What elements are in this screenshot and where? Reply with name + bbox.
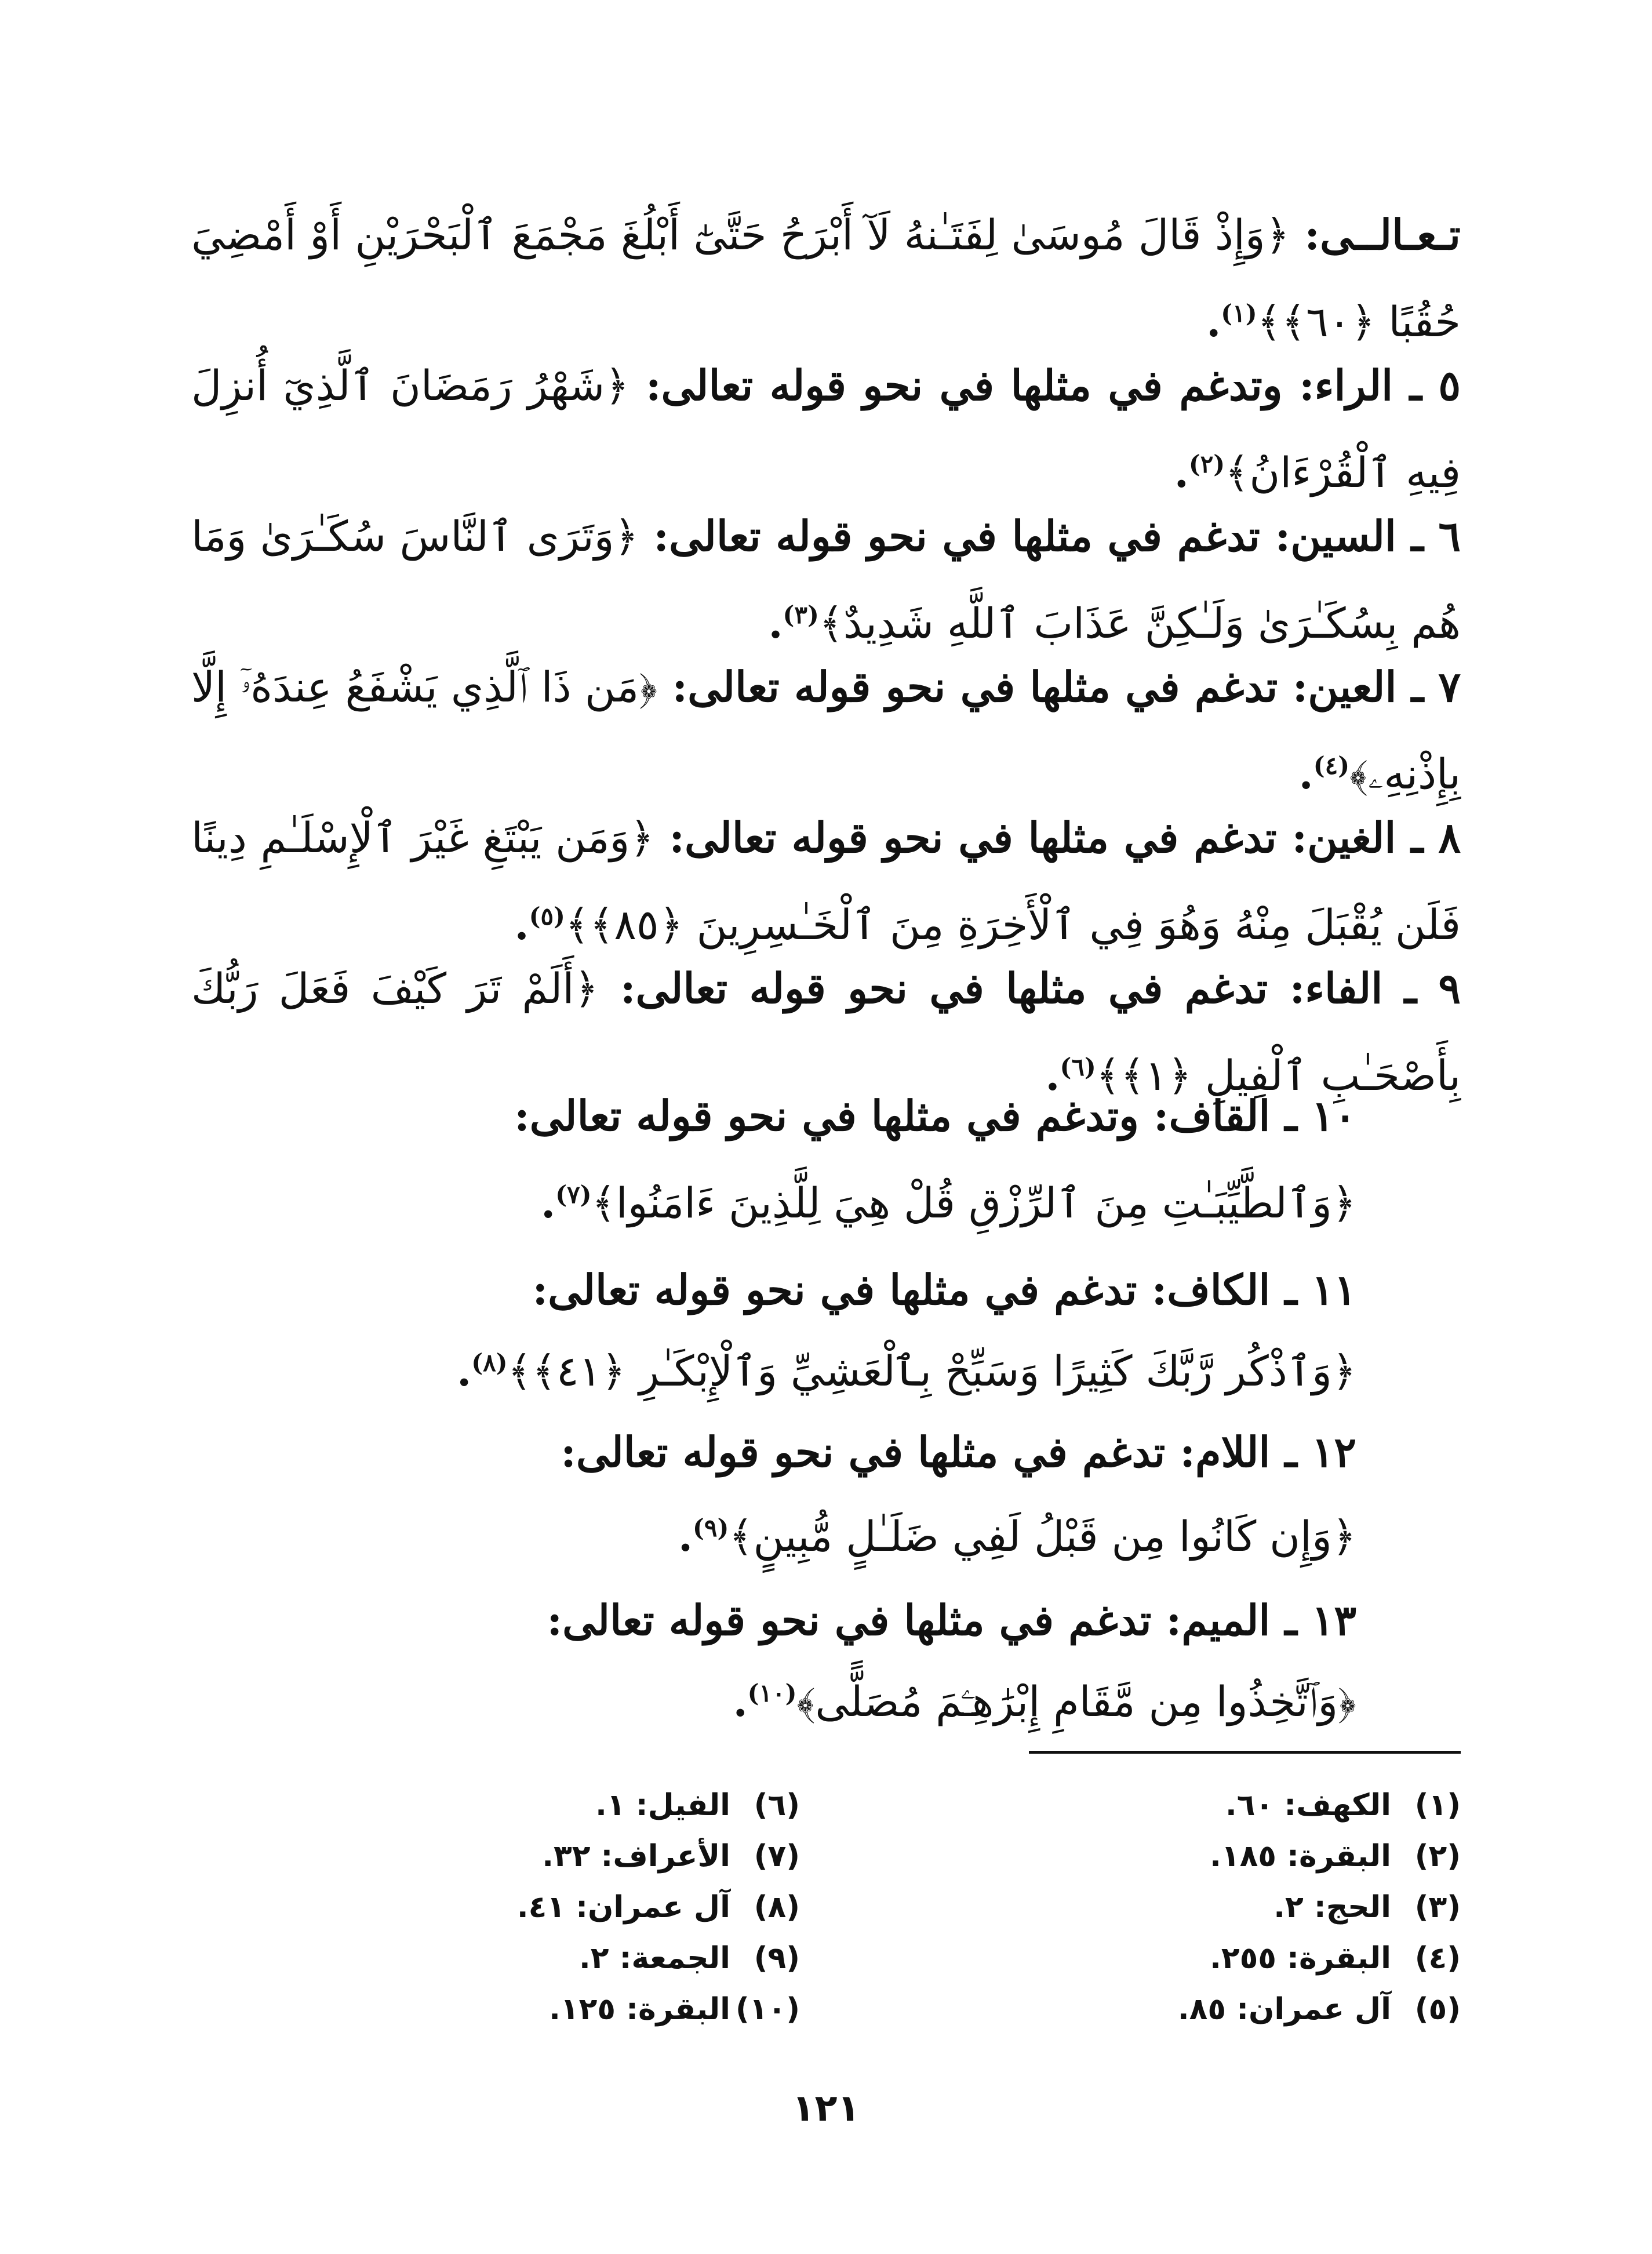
quran-verse: ﴿وَإِن كَانُوا مِن قَبْلُ لَفِي ضَلَـٰلٍ مُّبِينٍ﴾ [729,1512,1356,1561]
paragraph-label: ١٢ ـ اللام: تدغم في مثلها في نحو قوله تعالى: [561,1427,1356,1477]
page-number: ١٢١ [792,2087,860,2130]
paragraph-ghain: ٨ ـ الغين: تدغم في مثلها في نحو قوله تعالى: ﴿وَمَن يَبْتَغِ غَيْرَ ٱلْإِسْلَـٰمِ دِينًا فَلَن يُقْبَلَ مِنْهُ وَهُوَ فِي ٱلْأَخِرَةِ مِنَ ٱلْخَـٰسِرِينَ ﴿٨٥﴾﴾$^{(٥)}$. [191,813,1461,949]
footnote-number: (١) [1414,1788,1461,1823]
paragraph-ain: ٧ ـ العين: تدغم في مثلها في نحو قوله تعالى: ﴿مَن ذَا ٱلَّذِي يَشْفَعُ عِندَهُۥٓ إِلَّا بِإِذْنِهِۦ﴾$^{(٤)}$. [191,662,1461,798]
footnote-ref: (٩) [693,1514,729,1542]
paragraph-mim: ١٣ ـ الميم: تدغم في مثلها في نحو قوله تعالى: ﴿وَٱتَّخِذُوا مِن مَّقَامِ إِبْرَٰهِـۧمَ مُصَلًّى﴾$^{(١٠)}$. [191,1577,1356,1739]
quran-verse: ﴿وَٱلطَّيِّبَـٰتِ مِنَ ٱلرِّزْقِ قُلْ هِيَ لِلَّذِينَ ءَامَنُوا﴾ [591,1179,1356,1227]
quran-verse: ﴿وَتَرَى ٱلنَّاسَ سُكَـٰرَىٰ وَمَا هُم بِسُكَـٰرَىٰ وَلَـٰكِنَّ عَذَابَ ٱللَّهِ شَدِيدٌ﴾ [191,512,1461,648]
footnote-number: (٣) [1414,1890,1461,1925]
footnote-text: الجمعة: ٢. [579,1941,730,1976]
paragraph-lam: ١٢ ـ اللام: تدغم في مثلها في نحو قوله تعالى: ﴿وَإِن كَانُوا مِن قَبْلُ لَفِي ضَلَـٰلٍ مُّبِينٍ﴾$^{(٩)}$. [191,1409,1356,1577]
footnote-ref: (٢) [1188,450,1225,478]
paragraph-sin: ٦ ـ السين: تدغم في مثلها في نحو قوله تعالى: ﴿وَتَرَى ٱلنَّاسَ سُكَـٰرَىٰ وَمَا هُم بِسُكَـٰرَىٰ وَلَـٰكِنَّ عَذَابَ ٱللَّهِ شَدِيدٌ﴾$^{(٣)}$. [191,511,1461,648]
footnote-number: (٤) [1414,1941,1461,1976]
paragraph-label: ١١ ـ الكاف: تدغم في مثلها في نحو قوله تعالى: [532,1265,1356,1314]
footnote-item [220,1933,800,1984]
paragraph-label: ٧ ـ العين: تدغم في مثلها في نحو قوله تعالى: [672,662,1461,711]
quran-verse: ﴿مَن ذَا ٱلَّذِي يَشْفَعُ عِندَهُۥٓ إِلَّا بِإِذْنِهِۦ﴾ [191,663,1461,798]
paragraph-4-continuation: تـعـالــى: ﴿وَإِذْ قَالَ مُوسَىٰ لِفَتَـٰنهُ لَآ أَبْرَحُ حَتَّىٰٓ أَبْلُغَ مَجْمَعَ ٱلْبَحْرَيْنِ أَوْ أَمْضِيَ حُقُبًا ﴿٦٠﴾﴾$^{(١)}$. [191,210,1461,346]
footnote-text: البقرة: ١٨٥. [1210,1839,1391,1874]
footnote-text: الحج: ٢. [1273,1890,1391,1925]
footnote-item [881,1933,1461,1984]
paragraph-ra: ٥ ـ الراء: وتدغم في مثلها في نحو قوله تعالى: ﴿شَهْرُ رَمَضَانَ ٱلَّذِيٓ أُنزِلَ فِيهِ ٱلْقُرْءَانُ﴾$^{(٢)}$. [191,361,1461,497]
quran-verse: ﴿أَلَمْ تَرَ كَيْفَ فَعَلَ رَبُّكَ بِأَصْحَـٰبِ ٱلْفِيلِ ﴿١﴾﴾ [191,964,1461,1100]
footnote-item [220,1882,800,1933]
paragraph-label: ٩ ـ الفاء: تدغم في مثلها في نحو قوله تعالى: [620,964,1461,1013]
quran-verse: ﴿شَهْرُ رَمَضَانَ ٱلَّذِيٓ أُنزِلَ فِيهِ ٱلْقُرْءَانُ﴾ [191,361,1461,497]
footnote-ref: (٤) [1313,751,1350,780]
footnote-text: آل عمران: ٤١. [516,1890,730,1925]
paragraph-fa: ٩ ـ الفاء: تدغم في مثلها في نحو قوله تعالى: ﴿أَلَمْ تَرَ كَيْفَ فَعَلَ رَبُّكَ بِأَصْحَـٰبِ ٱلْفِيلِ ﴿١﴾﴾$^{(٦)}$. [191,964,1461,1100]
footnote-ref: (٨) [471,1348,508,1377]
paragraph-kaf: ١١ ـ الكاف: تدغم في مثلها في نحو قوله تعالى: ﴿وَٱذْكُر رَّبَّكَ كَثِيرًا وَسَبِّحْ بِٱلْعَشِيِّ وَٱلْإِبْكَـٰرِ ﴿٤١﴾﴾$^{(٨)}$. [191,1246,1356,1409]
footnote-text: آل عمران: ٨٥. [1177,1992,1391,2027]
footnote-item [881,1780,1461,1831]
quran-verse: ﴿وَٱذْكُر رَّبَّكَ كَثِيرًا وَسَبِّحْ بِٱلْعَشِيِّ وَٱلْإِبْكَـٰرِ ﴿٤١﴾﴾ [507,1347,1356,1395]
footnote-ref: (١) [1221,299,1257,328]
quran-verse: ﴿وَٱتَّخِذُوا مِن مَّقَامِ إِبْرَٰهِـۧمَ مُصَلًّى﴾ [796,1677,1356,1726]
paragraph-label: ٨ ـ الغين: تدغم في مثلها في نحو قوله تعالى: [669,813,1461,862]
footnote-number: (٧) [754,1839,800,1874]
paragraph-label: ١٣ ـ الميم: تدغم في مثلها في نحو قوله تعالى: [547,1595,1356,1645]
quran-verse: ﴿وَإِذْ قَالَ مُوسَىٰ لِفَتَـٰنهُ لَآ أَبْرَحُ حَتَّىٰٓ أَبْلُغَ مَجْمَعَ ٱلْبَحْرَيْنِ أَوْ أَمْضِيَ حُقُبًا ﴿٦٠﴾﴾ [191,210,1461,346]
footnote-ref: (٧) [555,1180,592,1209]
indented-section [191,1073,1461,1739]
footnote-text: الكهف: ٦٠. [1225,1788,1391,1823]
footnote-number: (٨) [754,1890,800,1925]
paragraph-label: ٦ ـ السين: تدغم في مثلها في نحو قوله تعالى: [653,511,1461,561]
footnote-item [220,1831,800,1882]
footnotes-column-left [220,1780,800,2035]
footnote-ref: (١٠) [747,1679,797,1707]
footnote-text: البقرة: ٢٥٥. [1210,1941,1391,1976]
footnote-ref: (٣) [783,601,819,629]
footnotes-column-right [881,1780,1461,2035]
footnote-number: (٦) [754,1788,800,1823]
footnote-ref: (٥) [529,902,565,930]
paragraph-qaf: ١٠ ـ القاف: وتدغم في مثلها في نحو قوله تعالى: ﴿وَٱلطَّيِّبَـٰتِ مِنَ ٱلرِّزْقِ قُلْ هِيَ لِلَّذِينَ ءَامَنُوا﴾$^{(٧)}$. [191,1073,1356,1246]
footnote-number: (٢) [1414,1839,1461,1874]
paragraph-label: ٥ ـ الراء: وتدغم في مثلها في نحو قوله تعالى: [645,361,1461,410]
footnote-text: الفيل: ١. [595,1788,730,1823]
footnotes [191,1780,1461,2035]
footnote-number: (٩) [754,1941,800,1976]
footnote-item [220,1780,800,1831]
footnote-item [881,1831,1461,1882]
footnote-number: (١٠) [735,1992,800,2027]
footnote-text: البقرة: ١٢٥. [549,1992,730,2027]
footnote-number: (٥) [1414,1992,1461,2027]
footnote-item [220,1984,800,2035]
quran-verse: ﴿وَمَن يَبْتَغِ غَيْرَ ٱلْإِسْلَـٰمِ دِينًا فَلَن يُقْبَلَ مِنْهُ وَهُوَ فِي ٱلْأَخِرَةِ مِنَ ٱلْخَـٰسِرِينَ ﴿٨٥﴾﴾ [191,813,1461,949]
footnote-divider [1029,1751,1461,1754]
footnote-item [881,1882,1461,1933]
main-text [191,191,1461,1100]
paragraph-label: ١٠ ـ القاف: وتدغم في مثلها في نحو قوله تعالى: [514,1091,1356,1140]
paragraph-label: تـعـالــى: [1304,210,1461,259]
footnote-item [881,1984,1461,2035]
footnote-ref: (٦) [1060,1053,1096,1081]
footnote-text: الأعراف: ٣٢. [542,1839,730,1874]
